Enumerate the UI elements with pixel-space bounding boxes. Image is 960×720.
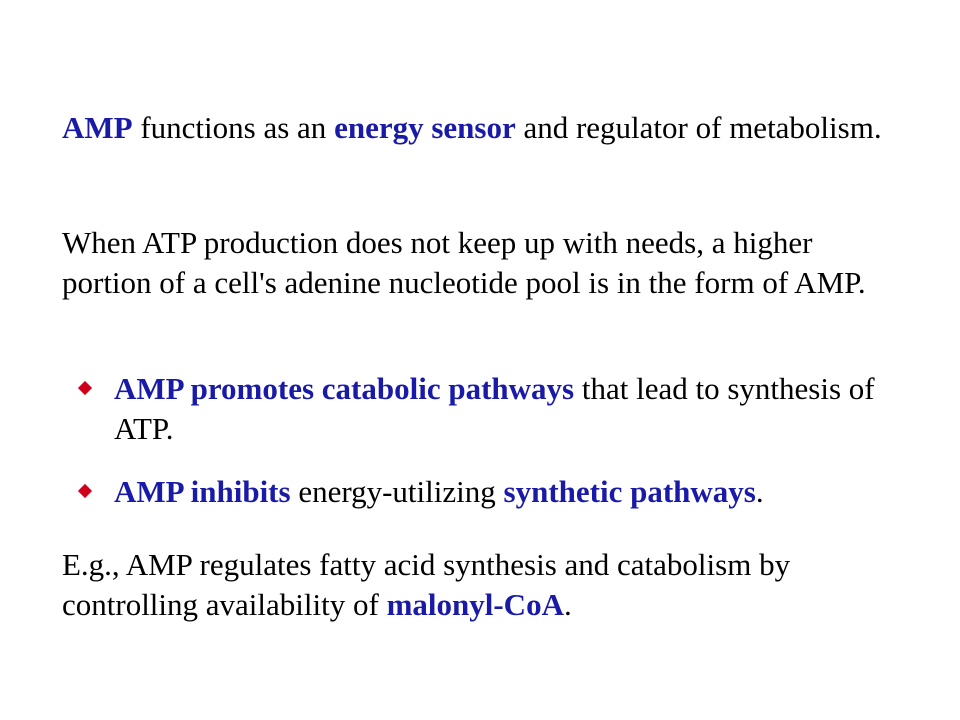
term-synthetic-pathways: synthetic pathways (503, 474, 756, 509)
text-segment: . (563, 587, 572, 622)
text-segment: that lead to synthesis of ATP. (114, 371, 875, 446)
text-segment: functions as an (132, 110, 335, 145)
paragraph-amp-energy-sensor (62, 108, 902, 148)
term-amp-promotes: AMP promotes catabolic pathways (114, 371, 575, 406)
text-segment: E.g., AMP regulates fatty acid synthesis and catabolism by controlling availability of (62, 547, 791, 622)
paragraph-atp-production: When ATP production does not keep up with needs, a higher portion of a cell's adenine nucleotide pool is in the form of AMP. (62, 225, 866, 300)
diamond-bullet-icon (78, 484, 92, 498)
term-energy-sensor: energy sensor (334, 110, 516, 145)
paragraph-malonyl-coa (62, 545, 902, 625)
term-amp: AMP (62, 110, 133, 145)
bullet-list (78, 369, 918, 535)
text-segment: and regulator of metabolism. (515, 110, 882, 145)
diamond-bullet-icon (78, 381, 92, 395)
text-segment: energy-utilizing (290, 474, 504, 509)
term-amp-inhibits: AMP inhibits (114, 474, 291, 509)
term-malonyl-coa: malonyl-CoA (386, 587, 564, 622)
text-segment: . (755, 474, 764, 509)
bullet-item-inhibits (78, 472, 918, 512)
bullet-item-catabolic (78, 369, 918, 449)
